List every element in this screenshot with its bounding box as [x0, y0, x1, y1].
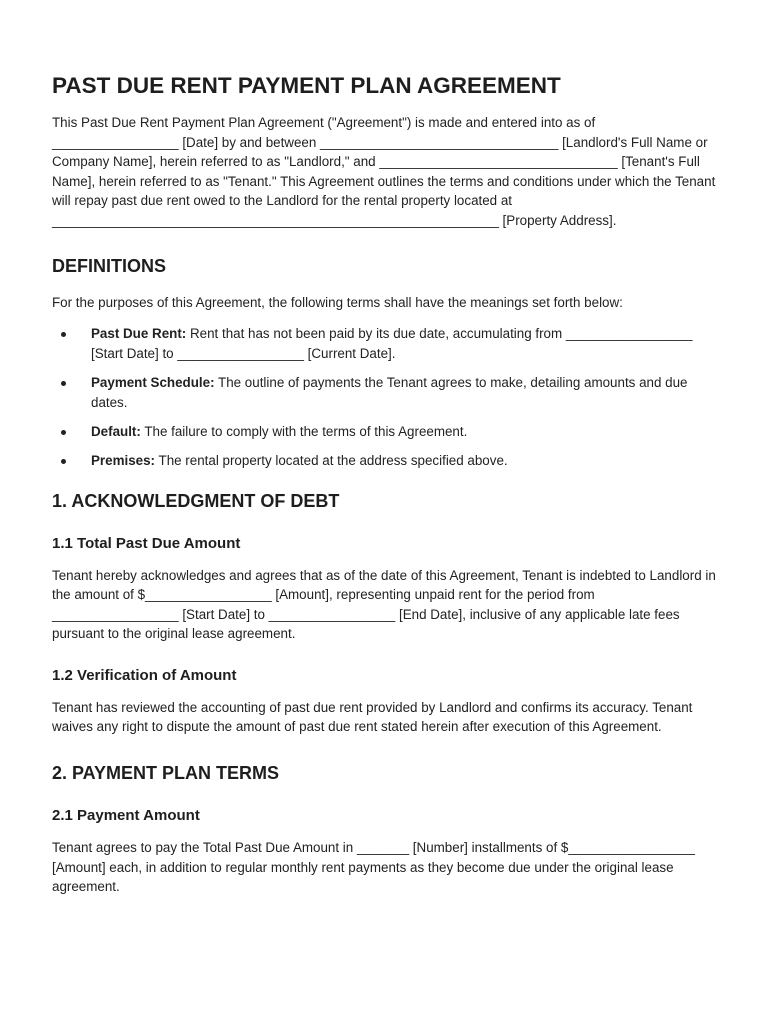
bullet-icon	[61, 430, 66, 435]
definition-text: The failure to comply with the terms of this Agreement.	[140, 423, 468, 439]
definition-term: Payment Schedule:	[91, 374, 215, 390]
definitions-list	[52, 324, 722, 470]
section-1-2-heading: 1.2 Verification of Amount	[52, 666, 237, 684]
definition-text: The outline of payments the Tenant agrees to make, detailing amounts and due dates.	[91, 374, 688, 410]
definitions-heading: DEFINITIONS	[52, 255, 167, 276]
section-1-1-text: Tenant hereby acknowledges and agrees that as of the date of this Agreement, Tenant is indebted to Landlord in the amount of $_________________ [Amount], representing unpaid rent for the period from _________________ [Start Date] to _________________ [End Date], inclusive of any applicable late fees pursuant to the original lease agreement.	[52, 567, 716, 642]
intro-paragraph: This Past Due Rent Payment Plan Agreement ("Agreement") is made and entered into as of _________________ [Date] by and between ________________________________ [Landlord's Full Name or Company Name], herein referred to as "Landlord," and ________________________________ [Tenant's Full Name], herein referred to as "Tenant." This Agreement outlines the terms and conditions under which the Tenant will repay past due rent owed to the Landlord for the rental property located at ____________________________________________________________ [Property Address].	[52, 115, 716, 228]
definition-item	[52, 422, 722, 442]
document-body	[52, 72, 722, 897]
definition-term: Default:	[91, 423, 141, 439]
bullet-icon	[61, 459, 66, 464]
section-1-2-text: Tenant has reviewed the accounting of past due rent provided by Landlord and confirms its accuracy. Tenant waives any right to dispute the amount of past due rent stated herein after execution of this Agreement.	[52, 699, 693, 735]
bullet-icon	[61, 332, 66, 337]
definitions-lead: For the purposes of this Agreement, the following terms shall have the meanings set forth below:	[52, 294, 623, 310]
bullet-icon	[61, 381, 66, 386]
section-2-heading: 2. PAYMENT PLAN TERMS	[52, 763, 280, 784]
document-title: PAST DUE RENT PAYMENT PLAN AGREEMENT	[52, 73, 561, 98]
definition-text: Rent that has not been paid by its due date, accumulating from _________________ [Start Date] to _________________ [Current Date].	[91, 326, 693, 361]
definition-item	[52, 373, 722, 412]
definition-term: Premises:	[91, 452, 156, 468]
definition-item	[52, 324, 722, 363]
section-1-1-heading: 1.1 Total Past Due Amount	[52, 534, 241, 552]
definition-text: The rental property located at the address specified above.	[155, 452, 508, 468]
section-2-1-heading: 2.1 Payment Amount	[52, 807, 200, 825]
section-1-heading: 1. ACKNOWLEDGMENT OF DEBT	[52, 490, 340, 511]
definition-item	[52, 451, 722, 471]
definition-term: Past Due Rent:	[91, 326, 187, 342]
section-2-1-text: Tenant agrees to pay the Total Past Due Amount in _______ [Number] installments of $_________________ [Amount] each, in addition to regular monthly rent payments as they become due under the original lease agreement.	[52, 840, 695, 895]
